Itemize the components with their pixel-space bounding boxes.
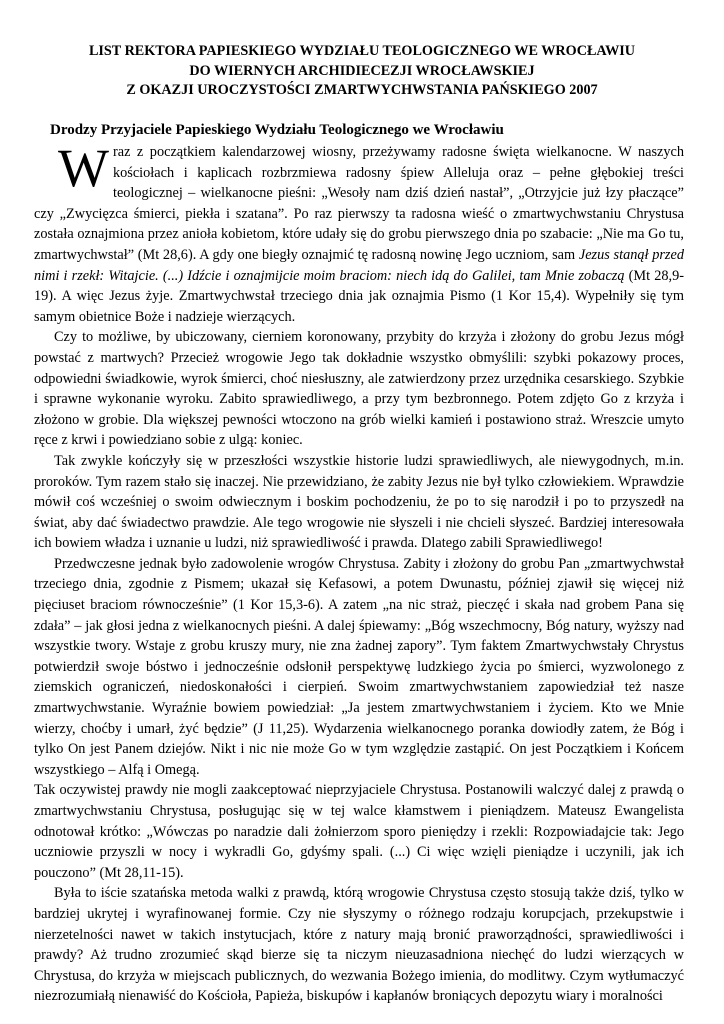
paragraph-4: Przedwczesne jednak było zadowolenie wrogów Chrystusa. Zabity i złożony do grobu Pan „zmartwychwstał trzeciego dnia, zgodnie z Pismem; ukazał się Kefasowi, a potem Dwunastu, później zjawił się więcej niż pięciuset braciom równocześnie” (1 Kor 15,3-6). A zatem „na nic straż, pieczęć i skała nad grobem Pana się zdała” – jak głosi jedna z wielkanocnych pieśni. A dalej śpiewamy: „Bóg wszechmocny, Bóg natury, wyższy nad wszystkie twory. Wstaje z grobu kruszy mury, nie zna żadnej zapory”. Tym faktem Zmartwychwstały Chrystus potwierdził swoje bóstwo i jednocześnie odsłonił perspektywę ludzkiego życia po śmierci, wyzwolonego z ziemskich ograniczeń, niedoskonałości i cierpień. Swoim zmartwychwstaniem zapowiedział też nasze zmartwychwstanie. Wyraźnie bowiem powiedział: „Ja jestem zmartwychwstaniem i życiem. Kto we Mnie wierzy, choćby i umarł, żyć będzie” (J 11,25). Wydarzenia wielkanocnego poranka dowiodły zatem, że Bóg i tylko On jest Panem dziejów. Nikt i nic nie może Go w tym względzie zastąpić. On jest Początkiem i Końcem wszystkiego – Alfą i Omegą.	[34, 555, 684, 778]
letter-title	[40, 42, 684, 101]
greeting: Drodzy Przyjaciele Papieskiego Wydziału Teologicznego we Wrocławiu	[50, 122, 504, 138]
paragraph-1-quote: Jezus stanął przed nimi i rzekł: Witajcie. (...) Idźcie i oznajmijcie moim braciom: niech idą do Galilei, tam Mnie zobaczą	[34, 246, 684, 284]
paragraph-1-text-b: (Mt 28,9-19). A więc Jezus żyje. Zmartwychwstał trzeciego dnia jak oznajmia Pismo (1 Kor 15,4). Wypełniły się tym samym obietnice Boże i nadzieje wierzących.	[34, 267, 685, 325]
drop-cap: W	[58, 138, 109, 198]
letter-body	[34, 138, 685, 1007]
paragraph-3: Tak zwykle kończyły się w przeszłości wszystkie historie ludzi sprawiedliwych, ale niewygodnych, m.in. proroków. Tym razem stało się inaczej. Nie przewidziano, że zabity Jezus nie był tylko człowiekiem. Wprawdzie mówił coś wcześniej o swoim odwiecznym i boskim pochodzeniu, że po to się narodził i po to przyszedł na świat, aby dać świadectwo prawdzie. Ale tego wrogowie nie słyszeli i nie chcieli słyszeć. Bardziej interesowała ich bowiem władza i uznanie u ludzi, niż sprawiedliwość i prawda. Dlatego zabili Sprawiedliwego!	[34, 452, 684, 552]
title-line-2: DO WIERNYCH ARCHIDIECEZJI WROCŁAWSKIEJ	[189, 62, 535, 79]
title-line-3: Z OKAZJI UROCZYSTOŚCI ZMARTWYCHWSTANIA PAŃSKIEGO 2007	[126, 82, 598, 98]
paragraph-1	[34, 138, 685, 327]
paragraph-1-text-a: raz z początkiem kalendarzowej wiosny, przeżywamy radosne święta wielkanocne. W naszych kościołach i kaplicach rozbrzmiewa radosny śpiew Alleluja oraz – pełne głębokiej treści teologicznej – wielkanocne pieśni: „Wesoły nam dziś dzień nastał”, „Otrzyjcie już łzy płaczące” czy „Zwycięzca śmierci, piekła i szatana”. Po raz pierwszy ta radosna wieść o zmartwychwstaniu Chrystusa została oznajmiona przez anioła kobietom, które udały się do grobu pierwszego dnia po szabacie: „Nie ma Go tu, zmartwychwstał” (Mt 28,6). A gdy one biegły oznajmić tę radosną nowinę Jego uczniom, sam	[34, 144, 684, 263]
paragraph-2: Czy to możliwe, by ubiczowany, cierniem koronowany, przybity do krzyża i złożony do grobu Jezus mógł powstać z martwych? Przecież wrogowie Jego tak dokładnie wszystko obmyślili: szybki pokazowy proces, odpowiedni świadkowie, wyrok śmierci, choć niesłuszny, ale zatwierdzony przez urzędnika cesarskiego. Szybkie i sprawne wykonanie wyroku. Zabito sprawiedliwego, a przy tym bezbronnego. Potem zdjęto Go z krzyża i złożono w grobie. Dla większej pewności wtoczono na grób wielki kamień i postawiono straż. Wreszcie umyto ręce z krwi i powiedziano sobie z ulgą: koniec.	[34, 329, 684, 449]
paragraph-5: Tak oczywistej prawdy nie mogli zaakceptować nieprzyjaciele Chrystusa. Postanowili walczyć dalej z prawdą o zmartwychwstaniu Chrystusa, posługując się w tej walce kłamstwem i pieniądzem. Mateusz Ewangelista odnotował krótko: „Wówczas po naradzie dali żołnierzom sporo pieniędzy i rzekli: Rozpowiadajcie tak: Jego uczniowie przyszli w nocy i wykradli Go, gdyśmy spali. (...) Ci więc wzięli pieniądze i uczynili, jak ich pouczono” (Mt 28,11-15).	[34, 782, 684, 881]
title-line-1: LIST REKTORA PAPIESKIEGO WYDZIAŁU TEOLOGICZNEGO WE WROCŁAWIU	[88, 43, 636, 59]
paragraph-6: Była to iście szatańska metoda walki z prawdą, którą wrogowie Chrystusa często stosują także dziś, tylko w bardziej ukrytej i wyrafinowanej formie. Czy nie słyszymy o różnego rodzaju korupcjach, przekupstwie i nierzetelności nawet w takich instytucjach, które z natury mają bronić praworządności, sprawiedliwości i prawdy? Aż trudno zrozumieć skąd bierze się ta niczym nieuzasadniona niechęć do ludzi wierzących w Chrystusa, do krzyża w miejscach publicznych, do wezwania Bożego imienia, do modlitwy. Czym wytłumaczyć niezrozumiałą nienawiść do Kościoła, Papieża, biskupów i kapłanów broniących depozytu wiary i moralności	[34, 885, 684, 1005]
